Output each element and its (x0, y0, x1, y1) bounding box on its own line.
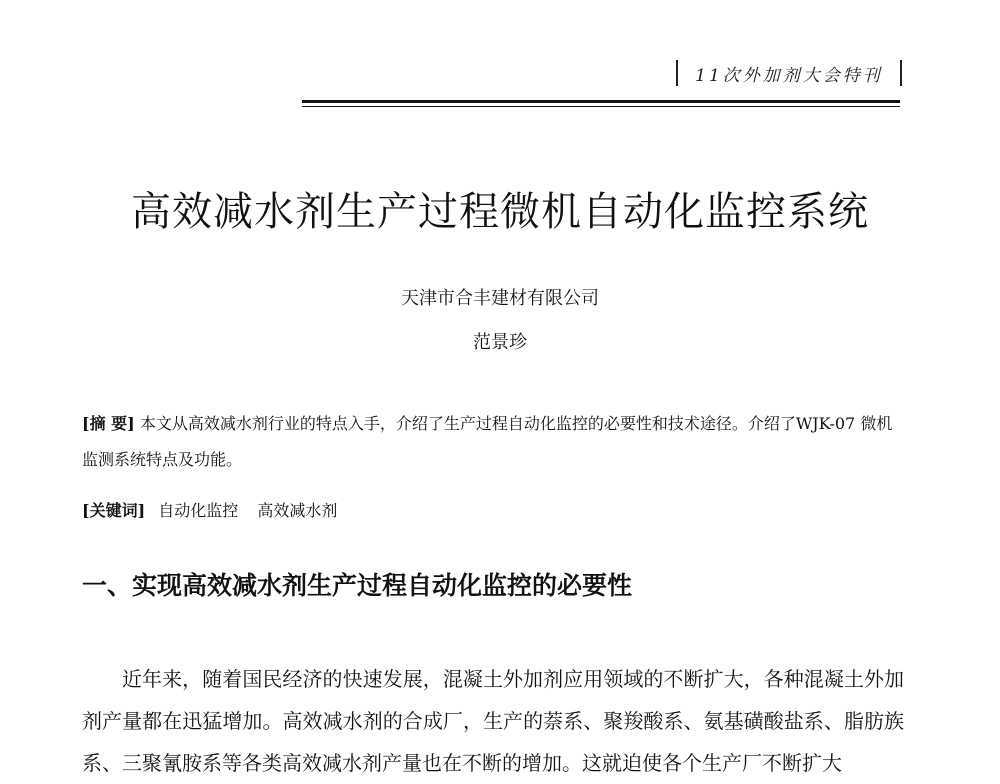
abstract-text: 本文从高效减水剂行业的特点入手，介绍了生产过程自动化监控的必要性和技术途径。介绍了WJK-07 微机监测系统特点及功能。 (82, 414, 893, 469)
paper-title: 高效减水剂生产过程微机自动化监控系统 (131, 189, 869, 235)
keyword-item: 自动化监控 (158, 501, 239, 520)
keyword-item: 高效减水剂 (257, 501, 338, 520)
abstract-label: [摘 要] (82, 414, 135, 433)
abstract-paragraph (82, 406, 902, 478)
running-header-text: 11次外加剂大会特刊 (695, 65, 883, 86)
header-rule-thick (302, 100, 900, 103)
keywords-line (82, 498, 902, 521)
header-rule-thin (302, 106, 900, 107)
section-heading: 一、实现高效减水剂生产过程自动化监控的必要性 (82, 571, 633, 600)
author-name: 范景珍 (473, 332, 527, 353)
author-affiliation: 天津市合丰建材有限公司 (401, 288, 599, 309)
running-header-banner (676, 60, 902, 86)
body-paragraph: 近年来，随着国民经济的快速发展，混凝土外加剂应用领域的不断扩大，各种混凝土外加剂产量都在迅猛增加。高效减水剂的合成厂，生产的萘系、聚羧酸系、氨基磺酸盐系、脂肪族系、三聚氰胺系等各类高效减水剂产量也在不断的增加。这就迫使各个生产厂不断扩大 (82, 667, 904, 775)
keywords-label: [关键词] (82, 501, 146, 520)
